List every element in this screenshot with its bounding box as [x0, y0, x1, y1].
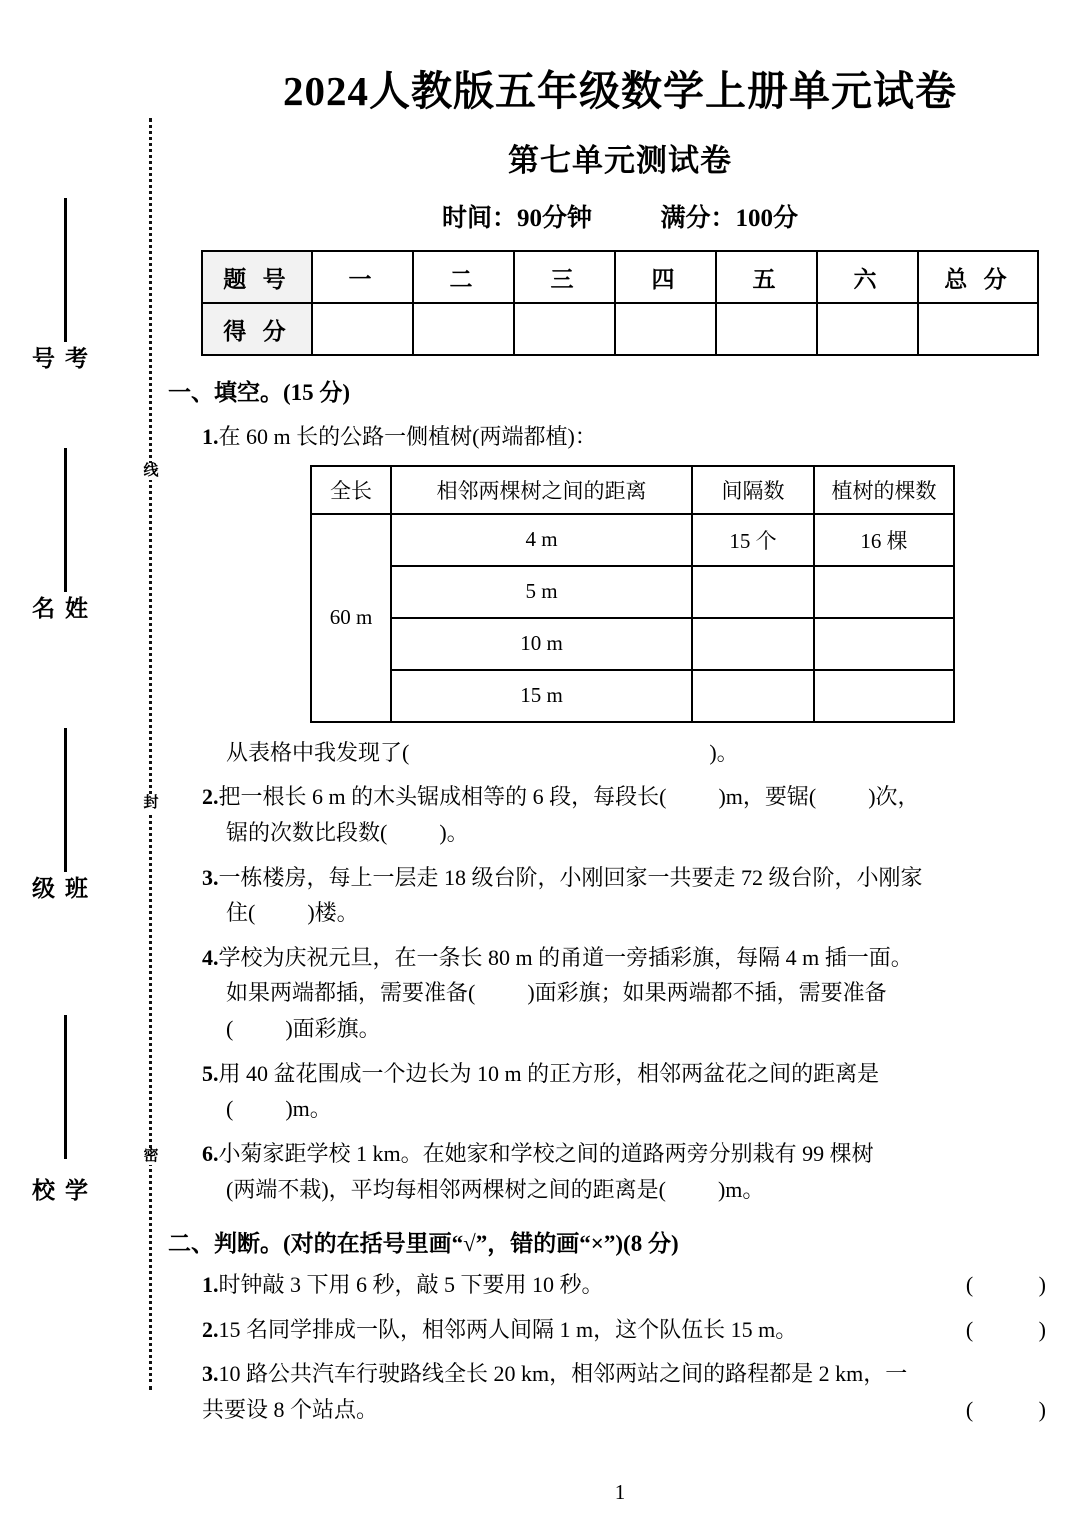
table-row-question-numbers — [202, 251, 1038, 303]
field-rule[interactable] — [64, 728, 67, 872]
question-2-2 — [202, 1312, 1076, 1348]
tree-header-tree-count: 植树的棵数 — [814, 466, 954, 514]
score-col-1: 一 — [312, 251, 413, 303]
table-row-header — [311, 466, 954, 514]
question-number: 3. — [202, 1361, 219, 1387]
score-cell-6[interactable] — [817, 303, 918, 355]
field-rule[interactable] — [64, 1015, 67, 1159]
score-col-3: 三 — [514, 251, 615, 303]
finding-text-after: )。 — [709, 739, 739, 765]
field-label-class: 班级 — [29, 876, 88, 901]
field-label-exam-number: 考号 — [29, 346, 88, 371]
question-text: )。 — [439, 819, 469, 845]
question-text: )次， — [868, 784, 920, 810]
question-text: (两端不栽)，平均每相邻两棵树之间的距离是( — [226, 1176, 666, 1202]
tree-count-value[interactable]: 16 棵 — [814, 514, 954, 566]
section-heading-label: 二、判断 — [168, 1230, 260, 1257]
question-text: 15 名同学排成一队，相邻两人间隔 1 m，这个队伍长 15 m。 — [218, 1316, 798, 1342]
answer-parenthesis[interactable]: ( ) — [965, 1272, 1076, 1298]
question-number: 3. — [202, 864, 219, 890]
section-heading-true-false — [168, 1225, 1080, 1258]
question-text: 把一根长 6 m 的木头锯成相等的 6 段，每段长( — [218, 784, 667, 810]
tree-header-gaps: 间隔数 — [692, 466, 814, 514]
score-col-6: 六 — [817, 251, 918, 303]
question-2-3 — [202, 1356, 1076, 1427]
page-subtitle: 第七单元测试卷 — [508, 143, 732, 178]
question-1-6 — [202, 1136, 1076, 1207]
table-row — [311, 670, 954, 722]
page-number: 1 — [614, 1480, 626, 1504]
question-text: ( — [226, 1096, 234, 1122]
tree-gaps-value[interactable] — [692, 670, 814, 722]
time-limit: 时间：90分钟 — [441, 205, 592, 232]
question-number: 5. — [202, 1060, 219, 1086]
tree-distance-value: 10 m — [391, 618, 692, 670]
question-1-3 — [202, 860, 1076, 931]
answer-parenthesis[interactable]: ( ) — [965, 1397, 1076, 1422]
question-1-1 — [202, 419, 1076, 455]
score-col-5: 五 — [716, 251, 817, 303]
question-text: 时钟敲 3 下用 6 秒，敲 5 下要用 10 秒。 — [218, 1272, 604, 1298]
seal-margin — [0, 0, 160, 1527]
tree-count-value[interactable] — [814, 566, 954, 618]
question-text: 在 60 m 长的公路一侧植树(两端都植)： — [218, 424, 597, 449]
field-rule[interactable] — [64, 198, 67, 342]
question-text: 学校为庆祝元旦，在一条长 80 m 的甬道一旁插彩旗，每隔 4 m 插一面。 — [218, 944, 913, 970]
page-title: 2024人教版五年级数学上册单元试卷 — [283, 68, 957, 114]
score-cell-total[interactable] — [918, 303, 1038, 355]
seal-char-mi: 密 — [138, 1148, 164, 1165]
question-number: 6. — [202, 1140, 219, 1166]
tree-total-length-value: 60 m — [311, 514, 391, 722]
seal-char-feng: 封 — [138, 795, 164, 812]
question-number: 1. — [202, 424, 219, 449]
score-row-label-question: 题 号 — [202, 251, 312, 303]
section-heading-fill-in-blank — [168, 374, 1080, 407]
tree-planting-table — [310, 465, 1080, 723]
question-text: 用 40 盆花围成一个边长为 10 m 的正方形，相邻两盆花之间的距离是 — [218, 1060, 880, 1086]
seal-dotted-line — [149, 118, 152, 1390]
question-text: 锯的次数比段数( — [226, 819, 388, 845]
score-table — [201, 250, 1039, 356]
tree-gaps-value[interactable] — [692, 566, 814, 618]
tree-header-distance: 相邻两棵树之间的距离 — [391, 466, 692, 514]
question-1-4 — [202, 940, 1076, 1047]
table-row — [311, 566, 954, 618]
exam-meta — [160, 180, 1080, 234]
question-1-1-finding — [226, 735, 1080, 771]
score-col-total: 总 分 — [918, 251, 1038, 303]
question-text: )m。 — [285, 1096, 332, 1122]
score-cell-2[interactable] — [413, 303, 514, 355]
table-row — [311, 514, 954, 566]
tree-gaps-value[interactable]: 15 个 — [692, 514, 814, 566]
question-text: 如果两端都插，需要准备( — [226, 980, 476, 1006]
question-text: 小菊家距学校 1 km。在她家和学校之间的道路两旁分别栽有 99 棵树 — [218, 1140, 874, 1166]
section-heading-points: 。(15 分) — [260, 380, 351, 405]
tree-count-value[interactable] — [814, 618, 954, 670]
score-cell-5[interactable] — [716, 303, 817, 355]
tree-count-value[interactable] — [814, 670, 954, 722]
tree-header-total-length: 全长 — [311, 466, 391, 514]
tree-distance-value: 4 m — [391, 514, 692, 566]
question-text: 一栋楼房，每上一层走 18 级台阶，小刚回家一共要走 72 级台阶，小刚家 — [218, 864, 923, 890]
question-number: 2. — [202, 784, 219, 810]
question-text: )m。 — [717, 1176, 765, 1202]
tree-distance-value: 15 m — [391, 670, 692, 722]
field-label-name: 姓名 — [29, 596, 88, 621]
question-text: ( — [226, 1016, 234, 1041]
question-number: 1. — [202, 1272, 219, 1298]
question-text: 共要设 8 个站点。 — [202, 1397, 379, 1422]
question-text: )楼。 — [307, 900, 359, 926]
question-number: 2. — [202, 1316, 219, 1342]
full-score: 满分：100分 — [660, 205, 799, 232]
tree-distance-value: 5 m — [391, 566, 692, 618]
section-heading-points: 。(对的在括号里画“√”，错的画“×”)(8 分) — [260, 1231, 679, 1257]
score-cell-4[interactable] — [615, 303, 716, 355]
exam-sheet — [160, 0, 1080, 1527]
score-row-label-score: 得 分 — [202, 303, 312, 355]
question-number: 4. — [202, 944, 219, 970]
score-cell-3[interactable] — [514, 303, 615, 355]
question-text: )m，要锯( — [718, 784, 817, 810]
score-col-2: 二 — [413, 251, 514, 303]
finding-text-before: 从表格中我发现了( — [226, 739, 410, 765]
question-text: )面彩旗；如果两端都不插，需要准备 — [527, 980, 887, 1006]
field-label-school: 学校 — [29, 1178, 88, 1203]
question-1-5 — [202, 1056, 1076, 1127]
seal-char-line: 线 — [138, 463, 164, 480]
table-row-scores — [202, 303, 1038, 355]
tree-gaps-value[interactable] — [692, 618, 814, 670]
field-rule[interactable] — [64, 448, 67, 592]
table-row — [311, 618, 954, 670]
answer-parenthesis[interactable]: ( ) — [965, 1316, 1076, 1342]
question-1-2 — [202, 779, 1076, 850]
question-text: 10 路公共汽车行驶路线全长 20 km，相邻两站之间的路程都是 2 km，一 — [218, 1361, 908, 1387]
question-text: 住( — [226, 900, 256, 926]
score-cell-1[interactable] — [312, 303, 413, 355]
question-text: )面彩旗。 — [285, 1016, 381, 1041]
section-heading-label: 一、填空 — [168, 379, 260, 405]
score-col-4: 四 — [615, 251, 716, 303]
question-2-1 — [202, 1267, 1076, 1303]
